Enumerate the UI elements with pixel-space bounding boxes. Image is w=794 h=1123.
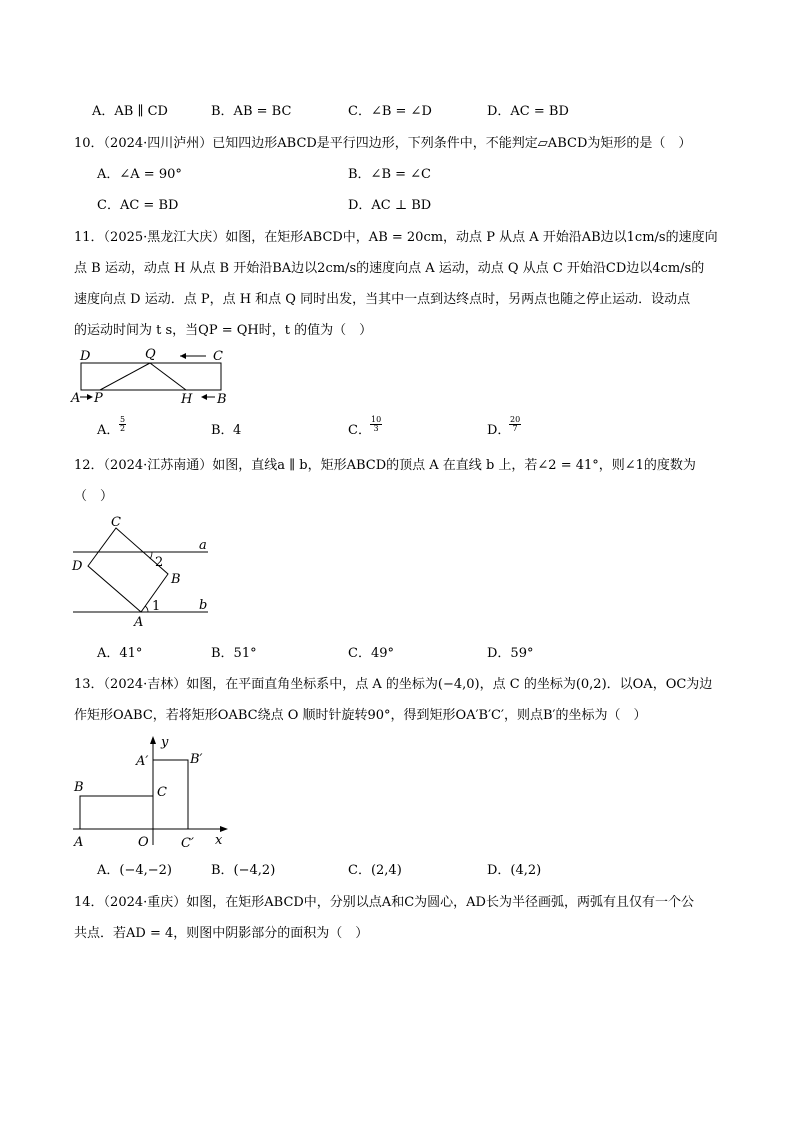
q11-label-b: B bbox=[217, 392, 227, 407]
q11-label-a: A bbox=[71, 391, 81, 406]
q11-option-a-denominator: 2 bbox=[120, 424, 126, 433]
q10-option-c: C．AC = BD bbox=[97, 198, 179, 213]
q11-arrowhead-bh bbox=[201, 394, 207, 400]
q12-option-b: B．51° bbox=[211, 646, 257, 661]
q12-label-angle-1: 1 bbox=[152, 599, 161, 614]
q12-label-c: C bbox=[111, 515, 121, 530]
q11-figure bbox=[70, 343, 240, 408]
q10-option-d: D．AC ⊥ BD bbox=[348, 198, 432, 213]
q13-option-d: D．(4,2) bbox=[487, 863, 542, 878]
q11-option-d-denominator: 7 bbox=[512, 424, 518, 433]
q12-label-angle-2: 2 bbox=[155, 555, 164, 570]
q12-figure bbox=[68, 512, 218, 632]
q12-label-a-line: a bbox=[199, 538, 207, 553]
q11-label-d: D bbox=[80, 349, 91, 364]
q11-stem-line-2: 点 B 运动，动点 H 从点 B 开始沿BA边以2cm/s的速度向点 A 运动，动点 Q 从点 C 开始沿CD边以4cm/s的 bbox=[74, 261, 705, 276]
q11-label-h: H bbox=[181, 392, 193, 407]
q13-label-a: A bbox=[74, 835, 84, 850]
q9-option-c: C．∠B = ∠D bbox=[348, 104, 432, 119]
q13-label-y: y bbox=[161, 735, 169, 750]
q12-label-a-vertex: A bbox=[134, 615, 144, 630]
q12-stem-line-2: （ ） bbox=[74, 489, 114, 504]
q11-option-c-letter: C． bbox=[348, 423, 371, 438]
q13-label-b-prime: B′ bbox=[190, 752, 203, 767]
q11-option-d-numerator: 20 bbox=[510, 415, 521, 424]
q12-angle-2-arc bbox=[150, 552, 152, 559]
q13-label-c: C bbox=[157, 785, 167, 800]
q9-option-d: D．AC = BD bbox=[487, 104, 569, 119]
q12-angle-1-arc bbox=[145, 606, 148, 612]
q13-label-a-prime: A′ bbox=[136, 754, 149, 769]
q11-segment-qh bbox=[150, 363, 186, 390]
q11-stem-line-3: 速度向点 D 运动．点 P，点 H 和点 Q 同时出发，当其中一点到达终点时，另两点也随之停止运动．设动点 bbox=[74, 292, 691, 307]
q12-stem-line-1: 12．（2024·江苏南通）如图，直线a ∥ b，矩形ABCD的顶点 A 在直线 b 上，若∠2 = 41°，则∠1的度数为 bbox=[74, 458, 696, 473]
q11-option-b-letter: B． bbox=[211, 423, 234, 438]
q13-label-x: x bbox=[215, 833, 223, 848]
q11-arrowhead-qc bbox=[180, 353, 186, 359]
q13-label-o: O bbox=[138, 835, 149, 850]
q11-option-d-fraction bbox=[509, 416, 521, 433]
q11-option-a-fraction bbox=[119, 416, 126, 433]
q11-segment-qp bbox=[100, 363, 150, 390]
q14-stem-line-1: 14．（2024·重庆）如图，在矩形ABCD中，分别以点A和C为圆心，AD长为半径画弧，两弧有且仅有一个公 bbox=[74, 895, 694, 910]
q12-option-a: A．41° bbox=[97, 646, 143, 661]
q13-label-b: B bbox=[74, 780, 84, 795]
q13-x-arrow bbox=[220, 826, 228, 832]
q13-label-c-prime: C′ bbox=[181, 836, 194, 851]
q12-label-d: D bbox=[72, 559, 83, 574]
q10-stem: 10．（2024·四川泸州）已知四边形ABCD是平行四边形，下列条件中，不能判定▱ABCD为矩形的是（ ） bbox=[74, 136, 692, 151]
q11-stem-line-4: 的运动时间为 t s，当QP = QH时，t 的值为（ ） bbox=[74, 323, 373, 338]
q12-label-b-line: b bbox=[199, 598, 208, 613]
q9-option-a: A．AB ∥ CD bbox=[92, 104, 168, 119]
q13-option-a: A．(−4,−2) bbox=[97, 863, 172, 878]
q10-option-a: A．∠A = 90° bbox=[97, 167, 182, 182]
q13-y-arrow bbox=[150, 736, 156, 744]
q13-stem-line-1: 13．（2024·吉林）如图，在平面直角坐标系中，点 A 的坐标为(−4,0)，点 C 的坐标为(0,2)．以OA，OC为边 bbox=[74, 677, 713, 692]
q11-label-p: P bbox=[94, 391, 103, 406]
q13-figure bbox=[68, 733, 233, 851]
q11-label-c: C bbox=[213, 349, 223, 364]
q13-rectangle-oabc bbox=[80, 796, 153, 829]
q11-option-d-letter: D． bbox=[487, 423, 511, 438]
q13-option-b: B．(−4,2) bbox=[211, 863, 276, 878]
q11-option-b-value: 4 bbox=[233, 423, 242, 438]
q11-option-a-letter: A． bbox=[97, 423, 120, 438]
q13-option-c: C．(2,4) bbox=[348, 863, 402, 878]
q11-option-c-fraction bbox=[370, 416, 382, 433]
q11-option-c-numerator: 10 bbox=[371, 415, 382, 424]
q11-label-q: Q bbox=[145, 347, 156, 362]
q11-rectangle bbox=[81, 363, 221, 390]
q13-stem-line-2: 作矩形OABC，若将矩形OABC绕点 O 顺时针旋转90°，得到矩形OA′B′C′，则点B′的坐标为（ ） bbox=[74, 708, 647, 723]
q14-stem-line-2: 共点．若AD = 4，则图中阴影部分的面积为（ ） bbox=[74, 926, 369, 941]
q12-label-b-vertex: B bbox=[171, 572, 181, 587]
q10-option-b: B．∠B = ∠C bbox=[348, 167, 431, 182]
q11-arrowhead-ap bbox=[87, 394, 93, 400]
q12-option-d: D．59° bbox=[487, 646, 534, 661]
q11-option-a-numerator: 5 bbox=[120, 415, 126, 424]
q9-option-b: B．AB = BC bbox=[211, 104, 292, 119]
q12-option-c: C．49° bbox=[348, 646, 394, 661]
q11-option-c-denominator: 3 bbox=[373, 424, 379, 433]
q11-stem-line-1: 11．（2025·黑龙江大庆）如图，在矩形ABCD中，AB = 20cm，动点 P 从点 A 开始沿AB边以1cm/s的速度向 bbox=[74, 230, 718, 245]
